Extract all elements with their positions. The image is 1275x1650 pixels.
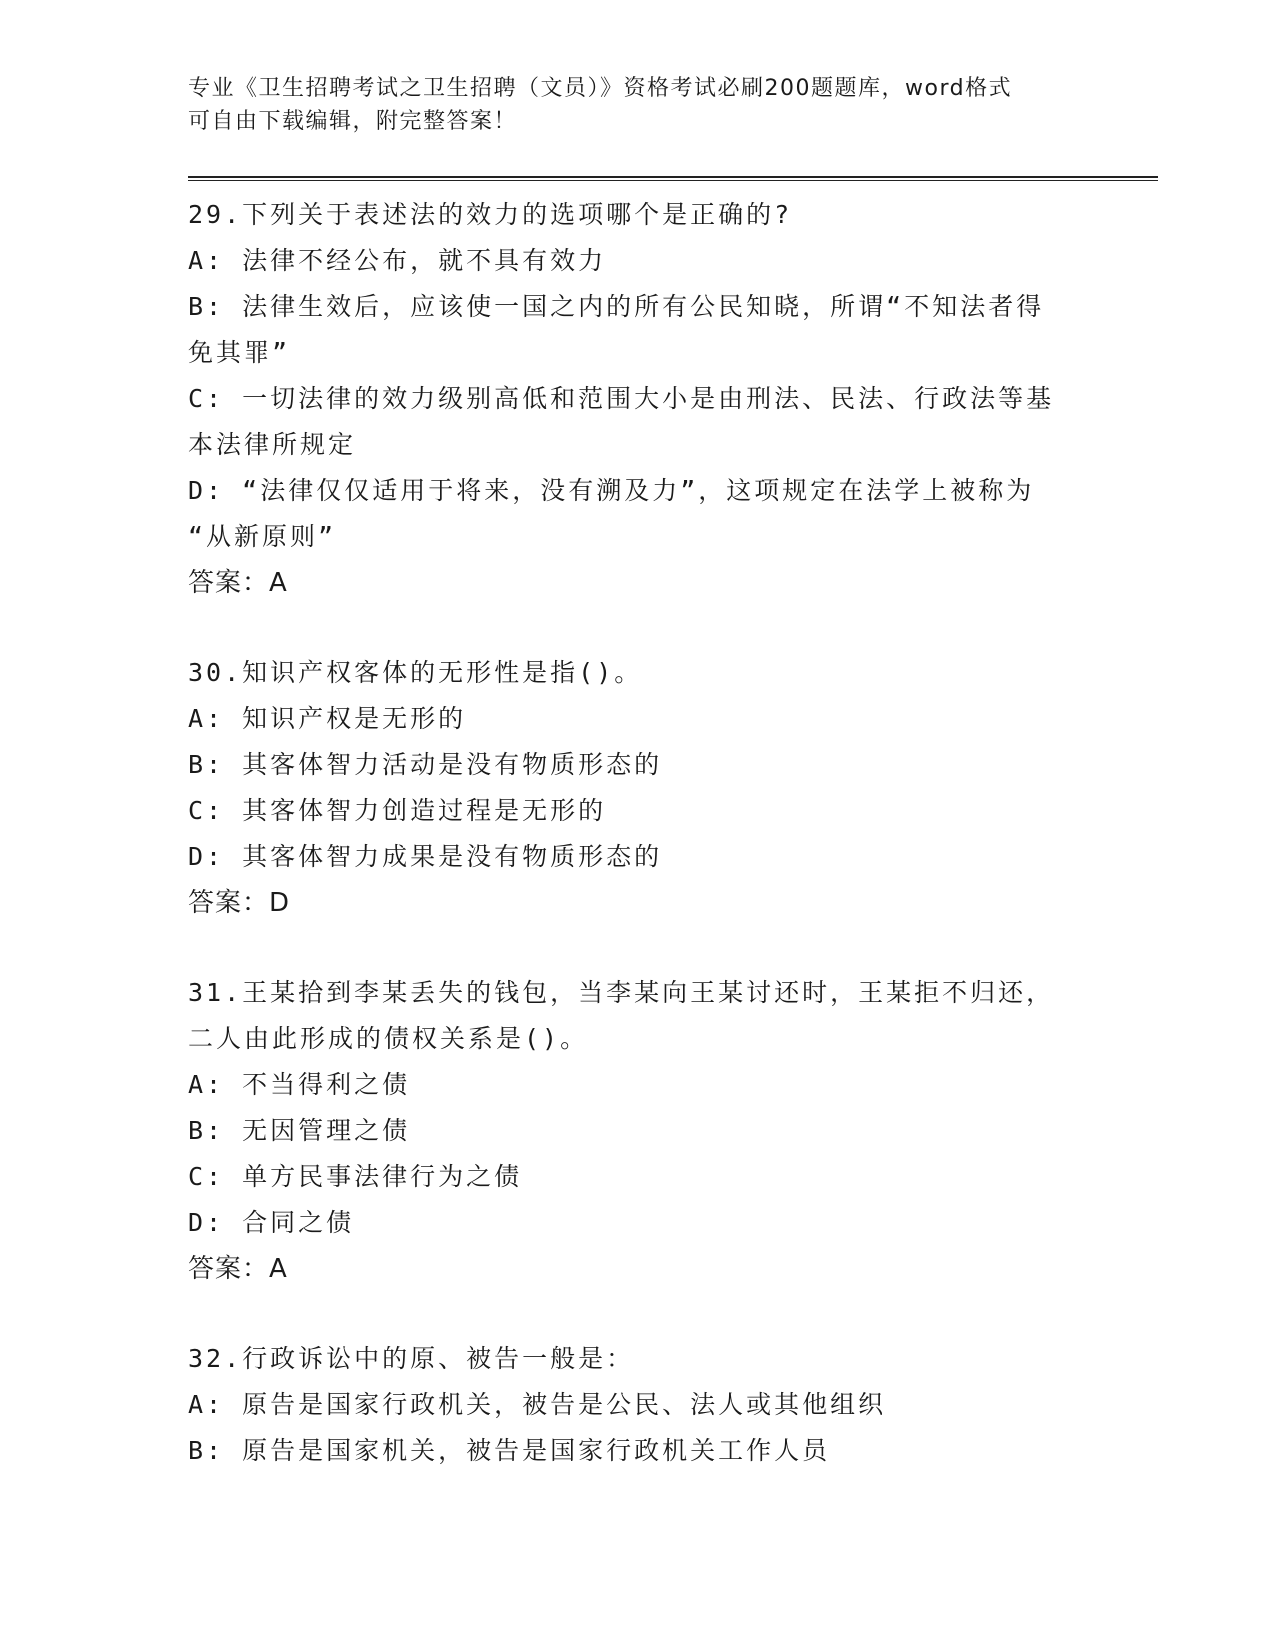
option-line: B: 其客体智力活动是没有物质形态的 bbox=[188, 750, 663, 779]
option-line: C: 一切法律的效力级别高低和范围大小是由刑法、民法、行政法等基 bbox=[188, 384, 1055, 413]
option-line: C: 其客体智力创造过程是无形的 bbox=[188, 796, 607, 825]
option-line: 本法律所规定 bbox=[188, 430, 357, 459]
option-line: A: 原告是国家行政机关，被告是公民、法人或其他组织 bbox=[188, 1390, 887, 1419]
option-line: A: 知识产权是无形的 bbox=[188, 704, 467, 733]
answer-line: 答案：D bbox=[188, 888, 291, 918]
question-block bbox=[188, 1336, 1088, 1474]
option-line: B: 无因管理之债 bbox=[188, 1116, 411, 1145]
header-divider bbox=[188, 176, 1158, 181]
header-line-2: 可自由下载编辑，附完整答案！ bbox=[188, 109, 518, 134]
question-list bbox=[188, 192, 1088, 1474]
spacer bbox=[188, 926, 1088, 970]
option-line: B: 法律生效后，应该使一国之内的所有公民知晓，所谓“不知法者得 bbox=[188, 292, 1045, 321]
header-line-1: 专业《卫生招聘考试之卫生招聘（文员）》资格考试必刷200题题库，word格式 bbox=[188, 76, 1013, 101]
question-stem: 30.知识产权客体的无形性是指()。 bbox=[188, 658, 643, 687]
option-line: C: 单方民事法律行为之债 bbox=[188, 1162, 523, 1191]
option-line: D: 其客体智力成果是没有物质形态的 bbox=[188, 842, 663, 871]
question-stem-continued: 二人由此形成的债权关系是()。 bbox=[188, 1024, 589, 1053]
option-line: “从新原则” bbox=[188, 522, 337, 551]
question-stem: 32.行政诉讼中的原、被告一般是： bbox=[188, 1344, 635, 1373]
option-line: 免其罪” bbox=[188, 338, 291, 367]
option-line: B: 原告是国家机关，被告是国家行政机关工作人员 bbox=[188, 1436, 831, 1465]
document-header bbox=[188, 72, 1088, 138]
question-block bbox=[188, 970, 1088, 1292]
question-stem: 31.王某拾到李某丢失的钱包，当李某向王某讨还时，王某拒不归还， bbox=[188, 978, 1055, 1007]
answer-line: 答案：A bbox=[188, 1254, 288, 1284]
answer-line: 答案：A bbox=[188, 568, 288, 598]
option-line: D: “法律仅仅适用于将来，没有溯及力”，这项规定在法学上被称为 bbox=[188, 476, 1035, 505]
spacer bbox=[188, 606, 1088, 650]
option-line: D: 合同之债 bbox=[188, 1208, 355, 1237]
spacer bbox=[188, 1292, 1088, 1336]
question-stem: 29.下列关于表述法的效力的选项哪个是正确的? bbox=[188, 200, 793, 229]
option-line: A: 不当得利之债 bbox=[188, 1070, 411, 1099]
option-line: A: 法律不经公布，就不具有效力 bbox=[188, 246, 607, 275]
question-block bbox=[188, 192, 1088, 606]
question-block bbox=[188, 650, 1088, 926]
